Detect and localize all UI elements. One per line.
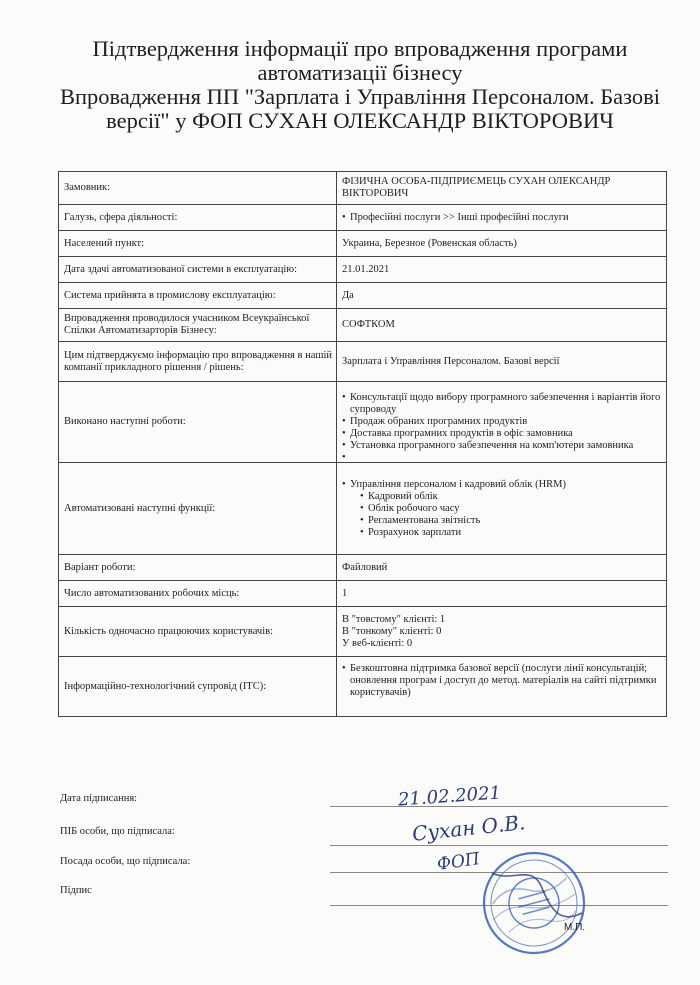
- list-item: • Регламентована звітність: [360, 515, 662, 527]
- row-value-locality: Украина, Березное (Ровенская область): [337, 231, 667, 257]
- date-line: [330, 806, 668, 807]
- row-label-variant: Варіант роботи:: [59, 555, 337, 581]
- table-row: [59, 581, 667, 607]
- row-value-users: [337, 607, 667, 657]
- row-value-accepted: Да: [337, 283, 667, 309]
- title-line-4: версії" у ФОП СУХАН ОЛЕКСАНДР ВІКТОРОВИЧ: [106, 108, 614, 133]
- list-item: • Облік робочого часу: [360, 503, 662, 515]
- row-value-workplaces: 1: [337, 581, 667, 607]
- table-row: [59, 607, 667, 657]
- row-label-commission-date: Дата здачі автоматизованої системи в експлуатацію:: [59, 257, 337, 283]
- round-seal-stamp: [472, 843, 600, 961]
- date-label: Дата підписання:: [60, 793, 138, 804]
- list-item: • Розрахунок зарплати: [360, 527, 662, 539]
- row-label-solution: Цим підтверджуємо інформацію про впровадження в нашій компанії прикладного рішення / рішень:: [59, 342, 337, 382]
- table-row: [59, 342, 667, 382]
- row-value-industry: [337, 205, 667, 231]
- users-line: У веб-клієнті: 0: [342, 637, 413, 649]
- position-handwritten: ФОП: [435, 849, 482, 875]
- table-row: [59, 172, 667, 205]
- table-row: [59, 283, 667, 309]
- sign-label: Підпис: [60, 885, 92, 896]
- table-row: [59, 309, 667, 342]
- title-line-3: Впровадження ПП "Зарплата і Управління Персоналом. Базові: [59, 84, 661, 109]
- name-label: ПІБ особи, що підписала:: [60, 826, 175, 837]
- row-value-implementer: СОФТКОМ: [337, 309, 667, 342]
- row-label-implementer: Впровадження проводилося учасником Всеукраїнської Спілки Автоматизарторів Бізнесу:: [59, 309, 337, 342]
- list-item: • Кадровий облік: [360, 491, 662, 503]
- list-item: • Безкоштовна підтримка базової версії (послуги лінії консультацій; оновлення програм і доступ до метод. матеріалів на сайті підтримки користувачів): [342, 663, 662, 699]
- row-label-customer: Замовник:: [59, 172, 337, 205]
- row-label-works: Виконано наступні роботи:: [59, 382, 337, 463]
- title-line-1: Підтвердження інформації про впровадження програми: [92, 36, 628, 61]
- row-value-functions: [337, 463, 667, 555]
- row-label-its: Інформаційно-технологічний супровід (ІТС):: [59, 657, 337, 717]
- row-label-industry: Галузь, сфера діяльності:: [59, 205, 337, 231]
- row-label-workplaces: Число автоматизованих робочих місць:: [59, 581, 337, 607]
- row-value-works: [337, 382, 667, 463]
- table-row: [59, 657, 667, 717]
- table-row: [59, 463, 667, 555]
- list-item: • Професійні послуги >> Інші професійні послуги: [342, 212, 662, 224]
- row-value-commission-date: 21.01.2021: [337, 257, 667, 283]
- row-value-variant: Файловий: [337, 555, 667, 581]
- users-line: В "товстому" клієнті: 1: [342, 613, 446, 625]
- list-item: • Консультації щодо вибору програмного забезпечення і варіантів його супроводу: [342, 392, 662, 416]
- list-item: • Установка програмного забезпечення на комп'ютери замовника: [342, 440, 662, 452]
- info-table: [58, 171, 667, 717]
- row-value-customer: ФІЗИЧНА ОСОБА-ПІДПРИЄМЕЦЬ СУХАН ОЛЕКСАНДР ВІКТОРОВИЧ: [337, 172, 667, 205]
- date-handwritten: 21.02.2021: [397, 782, 502, 811]
- title-line-2: автоматизації бізнесу: [257, 60, 463, 85]
- list-item: [342, 479, 662, 539]
- position-label: Посада особи, що підписала:: [60, 856, 191, 867]
- row-value-solution: Зарплата і Управління Персоналом. Базові версії: [337, 342, 667, 382]
- document-title: [40, 37, 680, 133]
- row-value-its: [337, 657, 667, 717]
- row-label-locality: Населений пункт:: [59, 231, 337, 257]
- row-label-users: Кількість одночасно працюючих користувачів:: [59, 607, 337, 657]
- users-line: В "тонкому" клієнті: 0: [342, 625, 442, 637]
- table-row: [59, 231, 667, 257]
- table-row: [59, 257, 667, 283]
- list-item: • Продаж обраних програмних продуктів: [342, 416, 662, 428]
- table-row: [59, 555, 667, 581]
- function-main: Управління персоналом і кадровий облік (HRM): [350, 478, 567, 490]
- name-handwritten: Сухан О.В.: [411, 810, 527, 846]
- row-label-functions: Автоматизовані наступні функції:: [59, 463, 337, 555]
- list-item: • Доставка програмних продуктів в офіс замовника: [342, 428, 662, 440]
- table-row: [59, 205, 667, 231]
- row-label-accepted: Система прийнята в промислову експлуатацію:: [59, 283, 337, 309]
- mp-label: М.П.: [564, 922, 586, 933]
- table-row: [59, 382, 667, 463]
